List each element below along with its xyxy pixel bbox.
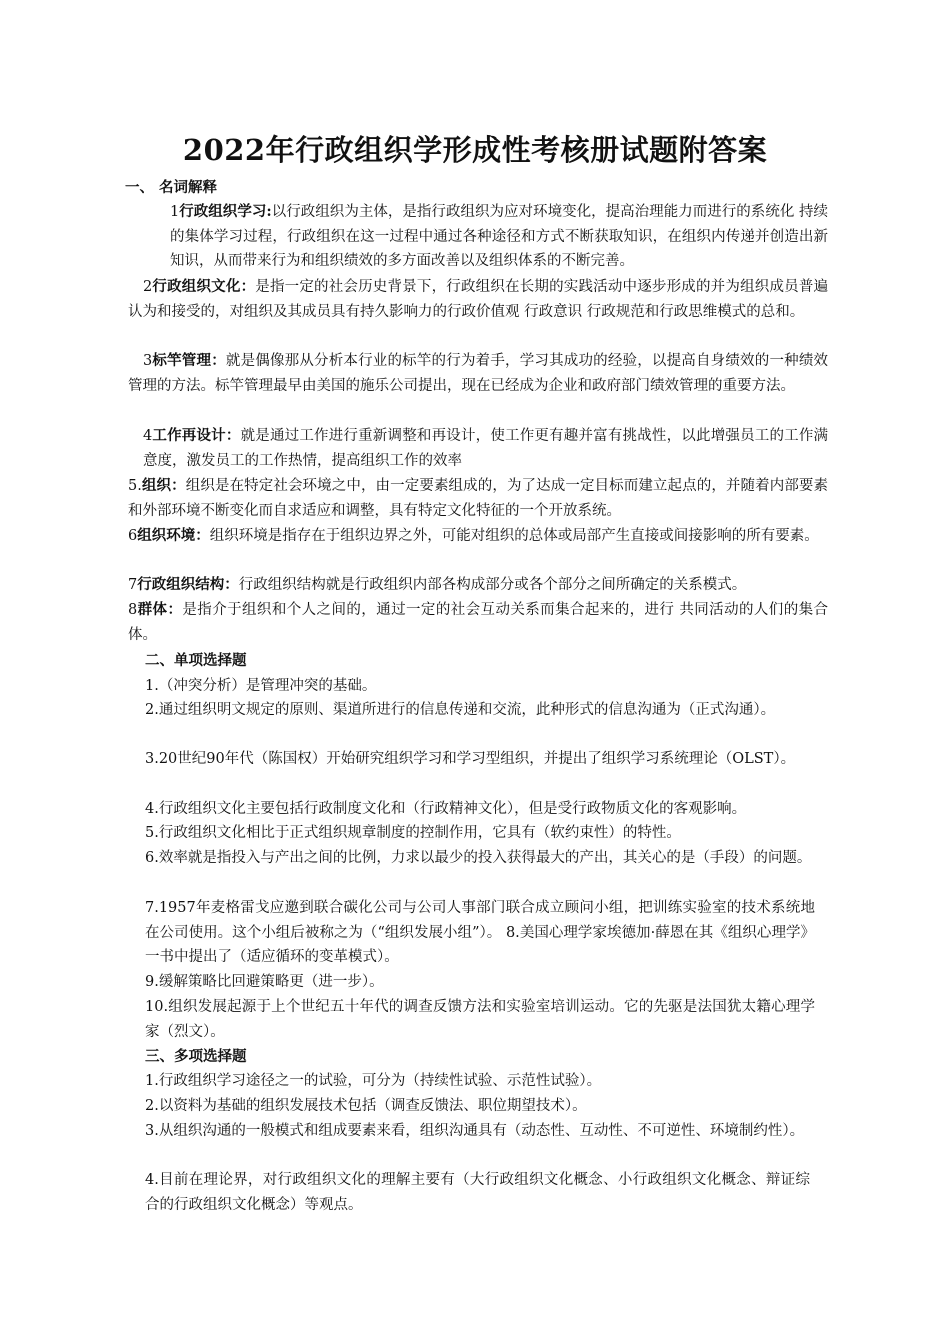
definition-text: 组织环境是指存在于组织边界之外，可能对组织的总体或局部产生直接或间接影响的所有要素。	[209, 528, 819, 544]
definition-term: 工作再设计	[152, 427, 226, 444]
definition-text: 是指介于组织和个人之间的，通过一定的社会互动关系而集合起来的，进行 共同活动的人们的集合体。	[128, 602, 829, 643]
definition-item	[128, 349, 828, 398]
definition-term: 群体	[137, 601, 168, 618]
section-heading-multiple-choice: 三、多项选择题	[145, 1048, 247, 1065]
single-choice-item: 7.1957年麦格雷戈应邀到联合碳化公司与公司人事部门联合成立顾问小组，把训练实验室的技术系统地在公司使用。这个小组后被称之为（“组织发展小组”）。 8.美国心理学家埃德加·薛恩在其《组织心理学》一书中提出了（适应循环的变革模式）。	[145, 900, 815, 965]
definition-separator: :	[266, 203, 272, 220]
multiple-choice-item: 4.目前在理论界，对行政组织文化的理解主要有（大行政组织文化概念、小行政组织文化概念、辩证综合的行政组织文化概念）等观点。	[145, 1172, 810, 1213]
single-choice-item: 4.行政组织文化主要包括行政制度文化和（行政精神文化），但是受行政物质文化的客观影响。	[145, 801, 747, 817]
definition-term: 行政组织学习	[179, 203, 267, 220]
definition-text: 行政组织结构就是行政组织内部各构成部分或各个部分之间所确定的关系模式。	[238, 577, 747, 593]
definition-item	[170, 200, 828, 274]
definition-text: 组织是在特定社会环境之中，由一定要素组成的，为了达成一定目标而建立起点的，并随着内部要素和外部环境不断变化而自求适应和调整，具有特定文化特征的一个开放系统。	[128, 478, 829, 519]
definition-number: 1	[170, 204, 180, 220]
single-choice-item: 5.行政组织文化相比于正式组织规章制度的控制作用，它具有（软约束性）的特性。	[145, 825, 681, 841]
single-choice-item: 1.（冲突分析）是管理冲突的基础。	[145, 678, 377, 694]
single-choice-item: 6.效率就是指投入与产出之间的比例，力求以最少的投入获得最大的产出，其关心的是（手段）的问题。	[145, 850, 812, 866]
definition-text: 就是偶像那从分析本行业的标竿的行为着手，学习其成功的经验，以提高自身绩效的一种绩效管理的方法。标竿管理最早由美国的施乐公司提出，现在已经成为企业和政府部门绩效管理的重要方法。	[128, 353, 829, 394]
definition-separator: ：	[195, 527, 210, 544]
definition-separator: ：	[171, 477, 186, 494]
definition-separator: ：	[211, 352, 226, 369]
single-choice-item: 3.20世纪90年代（陈国权）开始研究组织学习和学习型组织，并提出了组织学习系统理论（OLST）。	[145, 751, 796, 767]
multiple-choice-item: 1.行政组织学习途径之一的试验，可分为（持续性试验、示范性试验）。	[145, 1073, 602, 1089]
definition-number: 4	[143, 428, 153, 444]
multiple-choice-item: 2.以资料为基础的组织发展技术包括（调查反馈法、职位期望技术）。	[145, 1098, 587, 1114]
section-heading-definitions: 一、 名词解释	[125, 179, 218, 196]
definition-number: 6	[128, 528, 138, 544]
single-choice-item: 2.通过组织明文规定的原则、渠道所进行的信息传递和交流，此种形式的信息沟通为（正式沟通）。	[145, 702, 776, 718]
definition-term: 标竿管理	[152, 352, 212, 369]
multiple-choice-item: 3.从组织沟通的一般模式和组成要素来看，组织沟通具有（动态性、互动性、不可逆性、环境制约性）。	[145, 1123, 805, 1139]
definition-separator: ：	[167, 601, 183, 618]
definition-term: 组织	[141, 477, 172, 494]
definition-number: 3	[143, 353, 153, 369]
definition-item	[128, 524, 828, 549]
section-heading-single-choice: 二、单项选择题	[145, 652, 247, 669]
definition-separator: ：	[224, 576, 239, 593]
definition-item	[128, 598, 828, 647]
definition-item	[128, 275, 828, 324]
definition-item	[128, 474, 828, 523]
definition-item	[143, 424, 828, 473]
definition-term: 行政组织结构	[137, 576, 225, 593]
definition-text: 是指一定的社会历史背景下，行政组织在长期的实践活动中逐步形成的并为组织成员普遍认为和接受的，对组织及其成员具有持久影响力的行政价值观 行政意识 行政规范和行政思维模式的总和。	[128, 279, 829, 320]
single-choice-item: 10.组织发展起源于上个世纪五十年代的调查反馈方法和实验室培训运动。它的先驱是法国犹太籍心理学家（烈文）。	[145, 999, 815, 1040]
definition-term: 行政组织文化	[152, 278, 241, 295]
definition-separator: ：	[225, 427, 241, 444]
definition-text: 就是通过工作进行重新调整和再设计，使工作更有趣并富有挑战性，以此增强员工的工作满意度，激发员工的工作热情，提高组织工作的效率	[143, 428, 829, 469]
definition-separator: ：	[240, 278, 256, 295]
definition-number: 2	[143, 279, 153, 295]
definition-item	[128, 573, 828, 598]
single-choice-item: 9.缓解策略比回避策略更（进一步）。	[145, 974, 384, 990]
document-title: 2022年行政组织学形成性考核册试题附答案	[182, 133, 768, 167]
definition-term: 组织环境	[137, 527, 196, 544]
definition-number: 8	[128, 602, 138, 618]
definition-number: 7	[128, 577, 138, 593]
definition-number: 5.	[128, 478, 142, 494]
definition-text: 以行政组织为主体，是指行政组织为应对环境变化，提高治理能力而进行的系统化 持续的集体学习过程，行政组织在这一过程中通过各种途径和方式不断获取知识，在组织内传递并创造出新知识，从而带来行为和组织绩效的多方面改善以及组织体系的不断完善。	[170, 204, 829, 269]
